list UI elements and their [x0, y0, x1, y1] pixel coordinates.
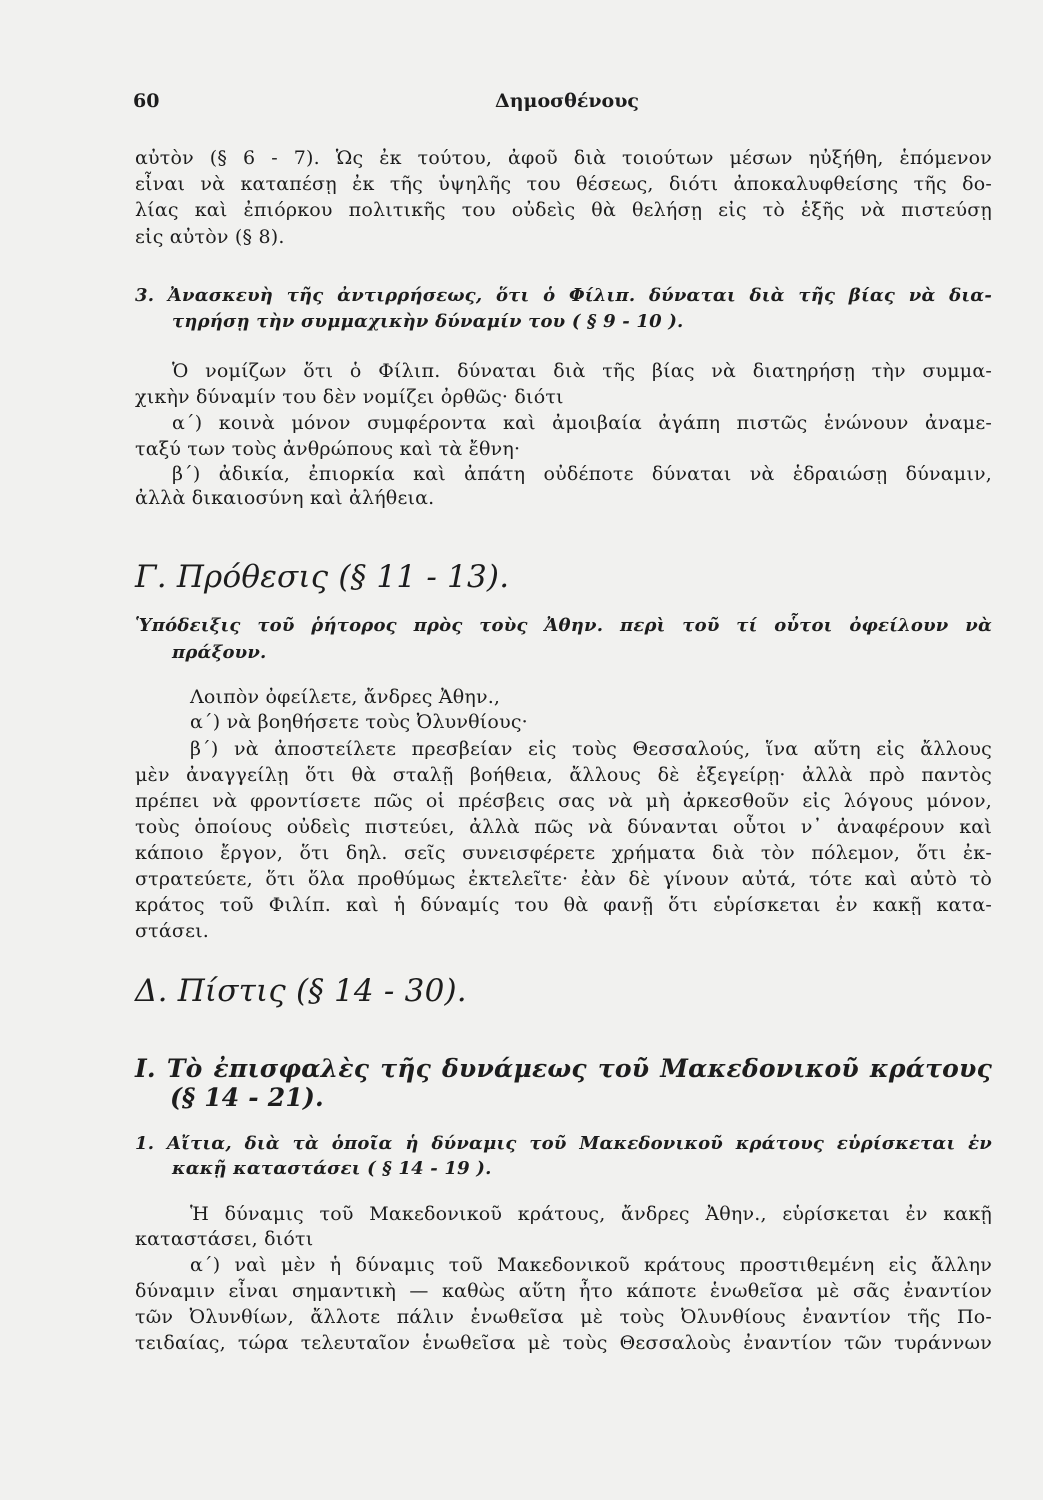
- subheading: 1. Αἴτια, διὰ τὰ ὁποῖα ἡ δύναμις τοῦ Μακεδονικοῦ κράτους εὑρίσκεται ἐν: [135, 1133, 992, 1154]
- text-line: στάσει.: [135, 920, 210, 942]
- text-line: χικὴν δύναμίν του δὲν νομίζει ὀρθῶς· διότι: [135, 386, 564, 408]
- section-heading: Δ. Πίστις (§ 14 - 30).: [135, 973, 467, 1009]
- text-line: καταστάσει, διότι: [135, 1228, 314, 1250]
- text-line: Ὁ νομίζων ὅτι ὁ Φίλιπ. δύναται διὰ τῆς βίας νὰ διατηρήσῃ τὴν συμμα-: [172, 360, 992, 382]
- text-line: ταξύ των τοὺς ἀνθρώπους καὶ τὰ ἔθνη·: [135, 438, 521, 460]
- text-line: β΄) νὰ ἀποστείλετε πρεσβείαν εἰς τοὺς Θεσσαλούς, ἵνα αὕτη εἰς ἄλλους: [190, 738, 992, 760]
- text-line: α΄) κοινὰ μόνον συμφέροντα καὶ ἀμοιβαία ἀγάπη πιστῶς ἑνώνουν ἀναμε-: [172, 412, 992, 434]
- text-line: τειδαίας, τώρα τελευταῖον ἑνωθεῖσα μὲ τοὺς Θεσσαλοὺς ἐναντίον τῶν τυράννων: [135, 1332, 992, 1354]
- subheading: κακῇ καταστάσει ( § 14 - 19 ).: [172, 1158, 492, 1179]
- text-line: εἶναι νὰ καταπέσῃ ἐκ τῆς ὑψηλῆς του θέσεως, διότι ἀποκαλυφθείσης τῆς δο-: [135, 173, 992, 195]
- text-line: πρέπει νὰ φροντίσετε πῶς οἱ πρέσβεις σας νὰ μὴ ἀρκεσθοῦν εἰς λόγους μόνον,: [135, 790, 992, 812]
- page-number: 60: [133, 90, 160, 112]
- subheading: τηρήσῃ τὴν συμμαχικὴν δύναμίν του ( § 9 - 10 ).: [172, 311, 684, 332]
- text-line: κράτος τοῦ Φιλίπ. καὶ ἡ δύναμίς του θὰ φανῇ ὅτι εὑρίσκεται ἐν κακῇ κατα-: [135, 894, 992, 916]
- text-line: τοὺς ὁποίους οὐδεὶς πιστεύει, ἀλλὰ πῶς νὰ δύνανται οὗτοι ν᾿ ἀναφέρουν καὶ: [135, 816, 992, 838]
- text-line: εἰς αὐτὸν (§ 8).: [135, 226, 285, 248]
- text-line: μὲν ἀναγγείλῃ ὅτι θὰ σταλῇ βοήθεια, ἄλλους δὲ ἐξεγείρῃ· ἀλλὰ πρὸ παντὸς: [135, 764, 992, 786]
- text-line: β΄) ἀδικία, ἐπιορκία καὶ ἀπάτη οὐδέποτε δύναται νὰ ἑδραιώσῃ δύναμιν,: [172, 463, 992, 485]
- text-line: Ἡ δύναμις τοῦ Μακεδονικοῦ κράτους, ἄνδρες Ἀθην., εὑρίσκεται ἐν κακῇ: [190, 1203, 992, 1225]
- running-title: Δημοσθένους: [495, 90, 639, 112]
- text-line: Λοιπὸν ὀφείλετε, ἄνδρες Ἀθην.,: [190, 686, 501, 708]
- subsection-heading: I. Τὸ ἐπισφαλὲς τῆς δυνάμεως τοῦ Μακεδονικοῦ κράτους: [135, 1054, 992, 1083]
- subheading: πράξουν.: [172, 642, 267, 663]
- text-line: α΄) νὰ βοηθήσετε τοὺς Ὀλυνθίους·: [190, 711, 528, 733]
- subheading: Ὑπόδειξις τοῦ ῥήτορος πρὸς τοὺς Ἀθην. περὶ τοῦ τί οὗτοι ὀφείλουν νὰ: [135, 615, 992, 636]
- text-line: δύναμιν εἶναι σημαντικὴ — καθὼς αὕτη ἦτο κάποτε ἑνωθεῖσα μὲ σᾶς ἐναντίον: [135, 1280, 992, 1302]
- subsection-heading: (§ 14 - 21).: [170, 1083, 324, 1112]
- text-line: στρατεύετε, ὅτι ὅλα προθύμως ἐκτελεῖτε· ἐὰν δὲ γίνουν αὐτά, τότε καὶ αὐτὸ τὸ: [135, 868, 992, 890]
- text-line: αὐτὸν (§ 6 - 7). Ὡς ἐκ τούτου, ἀφοῦ διὰ τοιούτων μέσων ηὐξήθη, ἑπόμενον: [135, 147, 992, 169]
- subheading: 3. Ἀνασκευὴ τῆς ἀντιρρήσεως, ὅτι ὁ Φίλιπ. δύναται διὰ τῆς βίας νὰ δια-: [135, 285, 992, 306]
- text-line: λίας καὶ ἐπιόρκου πολιτικῆς του οὐδεὶς θὰ θελήσῃ εἰς τὸ ἑξῆς νὰ πιστεύσῃ: [135, 199, 992, 221]
- text-line: κάποιο ἔργον, ὅτι δηλ. σεῖς συνεισφέρετε χρήματα διὰ τὸν πόλεμον, ὅτι ἐκ-: [135, 842, 992, 864]
- section-heading: Γ. Πρόθεσις (§ 11 - 13).: [135, 559, 510, 595]
- text-line: α΄) ναὶ μὲν ἡ δύναμις τοῦ Μακεδονικοῦ κράτους προστιθεμένη εἰς ἄλλην: [190, 1254, 992, 1276]
- text-line: ἀλλὰ δικαιοσύνη καὶ ἀλήθεια.: [135, 487, 435, 509]
- text-line: τῶν Ὀλυνθίων, ἄλλοτε πάλιν ἑνωθεῖσα μὲ τοὺς Ὀλυνθίους ἐναντίον τῆς Πο-: [135, 1306, 992, 1328]
